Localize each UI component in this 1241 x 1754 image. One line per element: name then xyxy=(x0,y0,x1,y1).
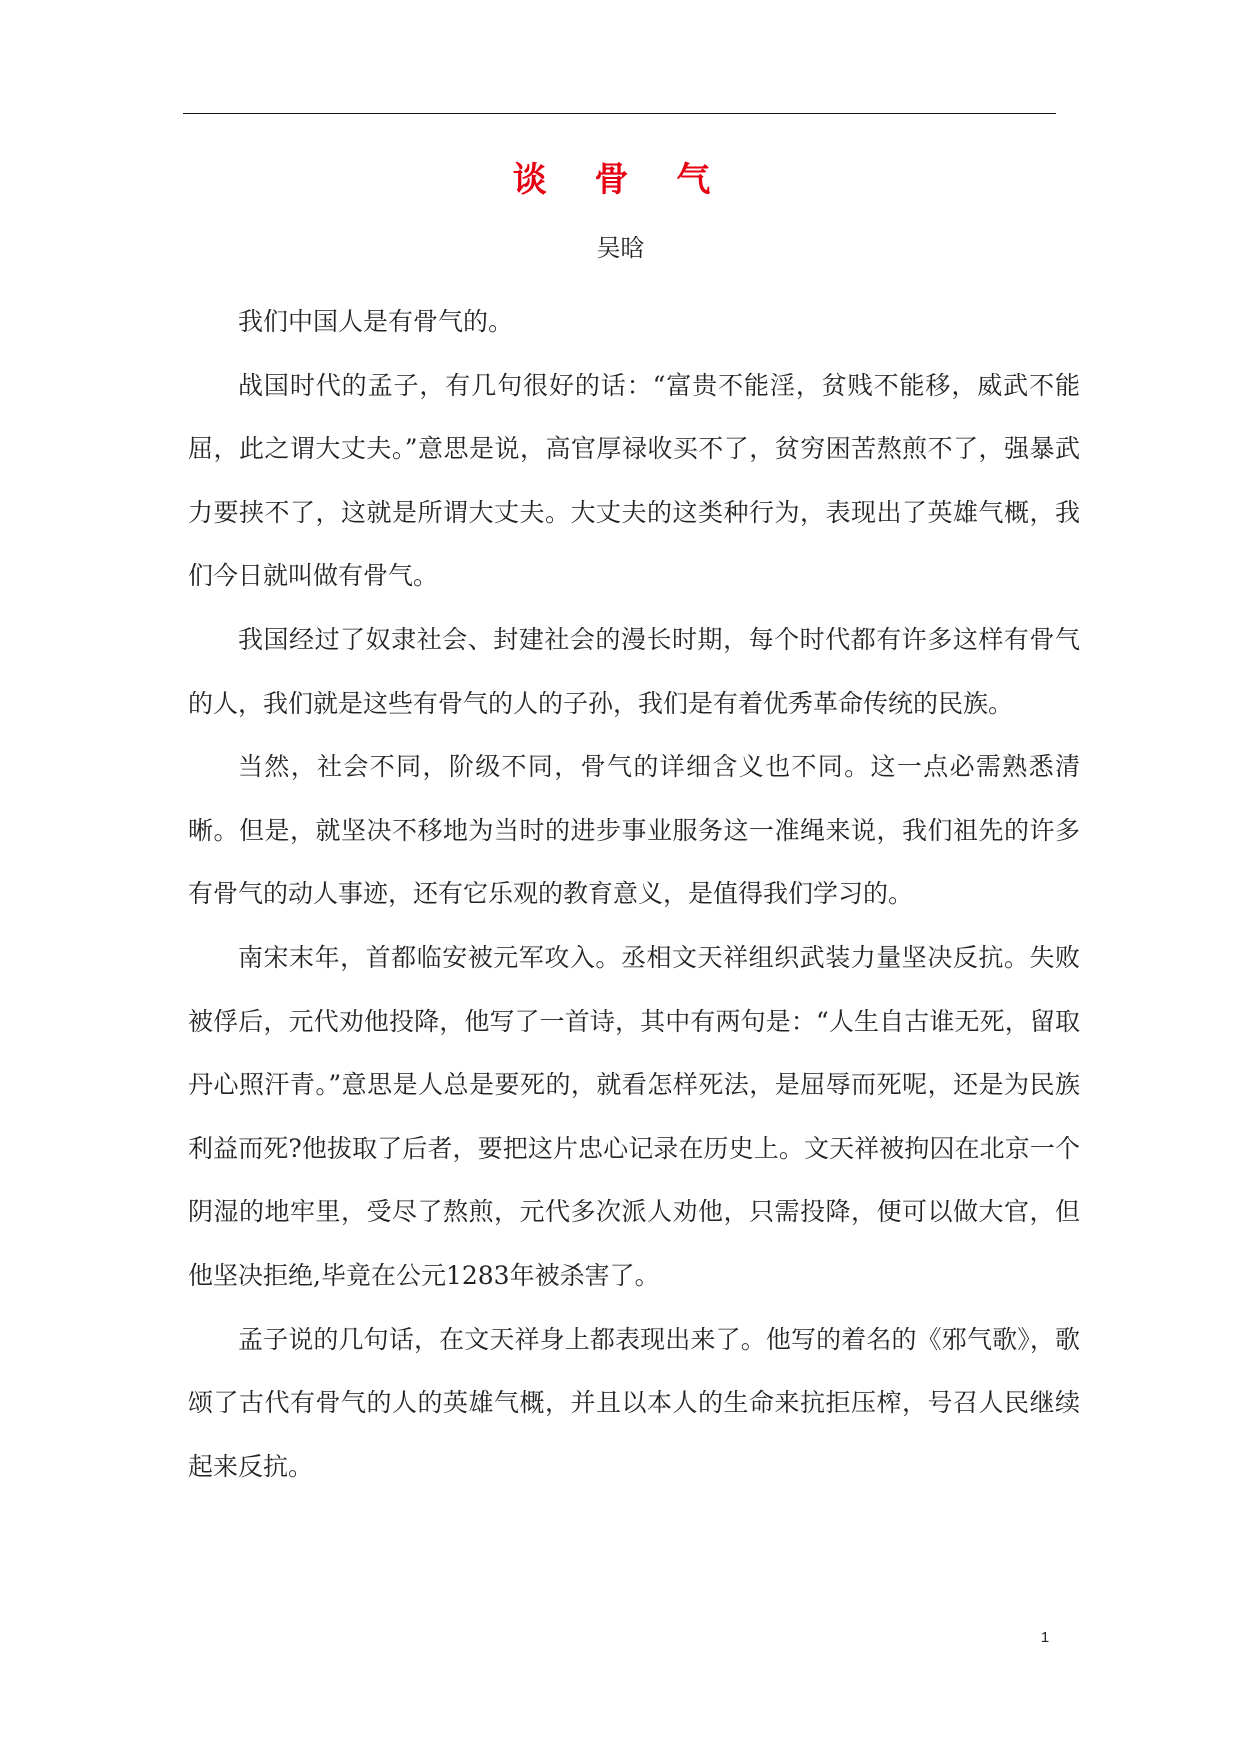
page-number: 1 xyxy=(1040,1629,1050,1646)
paragraph: 南宋末年，首都临安被元军攻入。丞相文天祥组织武装力量坚决反抗。失败被俘后，元代劝他投降，他写了一首诗，其中有两句是：“人生自古谁无死，留取丹心照汗青。”意思是人总是要死的，就看怎样死法，是屈辱而死呢，还是为民族利益而死?他拔取了后者，要把这片忠心记录在历史上。文天祥被拘囚在北京一个阴湿的地牢里，受尽了熬煎，元代多次派人劝他，只需投降，便可以做大官，但他坚决拒绝,毕竟在公元1283年被杀害了。 xyxy=(188,942,1080,1290)
paragraph: 孟子说的几句话，在文天祥身上都表现出来了。他写的着名的《邪气歌》，歌颂了古代有骨气的人的英雄气概，并且以本人的生命来抗拒压榨，号召人民继续起来反抗。 xyxy=(188,1324,1080,1481)
document-body xyxy=(188,290,1080,1498)
paragraph: 我们中国人是有骨气的。 xyxy=(238,307,514,336)
document-title: 谈 骨 气 xyxy=(512,160,729,200)
document-author: 吴晗 xyxy=(596,234,645,262)
paragraph: 我国经过了奴隶社会、封建社会的漫长时期，每个时代都有许多这样有骨气的人，我们就是这些有骨气的人的子孙，我们是有着优秀革命传统的民族。 xyxy=(188,624,1080,718)
header-rule xyxy=(183,113,1056,114)
paragraph: 当然，社会不同，阶级不同，骨气的详细含义也不同。这一点必需熟悉清晰。但是，就坚决不移地为当时的进步事业服务这一准绳来说，我们祖先的许多有骨气的动人事迹，还有它乐观的教育意义，是值得我们学习的。 xyxy=(188,752,1080,909)
paragraph: 战国时代的孟子，有几句很好的话：“富贵不能淫，贫贱不能移，威武不能屈，此之谓大丈夫。”意思是说，高官厚禄收买不了，贫穷困苦熬煎不了，强暴武力要挟不了，这就是所谓大丈夫。大丈夫的这类种行为，表现出了英雄气概，我们今日就叫做有骨气。 xyxy=(188,370,1080,591)
